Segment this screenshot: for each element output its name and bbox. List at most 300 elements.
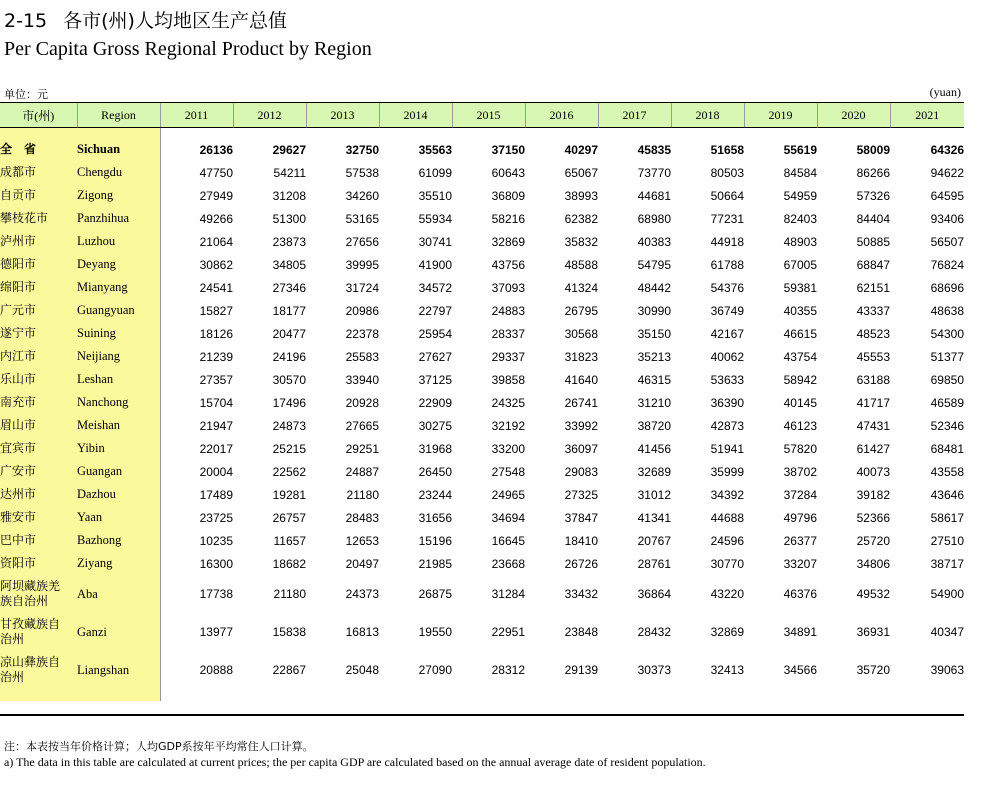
table-row	[0, 161, 964, 184]
value-cell: 26741	[564, 395, 598, 410]
value-cell: 35150	[637, 326, 671, 341]
table-row	[0, 552, 964, 575]
value-cell: 18410	[564, 533, 598, 548]
value-cell: 54300	[930, 326, 964, 341]
value-cell: 65067	[564, 165, 598, 180]
value-cell: 55934	[418, 211, 452, 226]
table-row	[0, 207, 964, 230]
value-cell: 36390	[710, 395, 744, 410]
value-cell: 48442	[637, 280, 671, 295]
region-name-en: Ziyang	[77, 552, 160, 575]
value-cell: 57326	[856, 188, 890, 203]
region-name-cn: 广元市	[0, 299, 77, 322]
value-cell: 62382	[564, 211, 598, 226]
region-name-en: Luzhou	[77, 230, 160, 253]
value-cell: 58617	[930, 510, 964, 525]
value-cell: 46589	[930, 395, 964, 410]
value-cell: 67005	[783, 257, 817, 272]
table-row	[0, 529, 964, 552]
value-cell: 28483	[345, 510, 379, 525]
value-cell: 27510	[930, 533, 964, 548]
region-name-cn: 达州市	[0, 483, 77, 506]
value-cell: 61427	[856, 441, 890, 456]
table-row	[0, 483, 964, 506]
value-cell: 59381	[783, 280, 817, 295]
region-name-en: Mianyang	[77, 276, 160, 299]
value-cell: 27346	[272, 280, 306, 295]
value-cell: 42167	[710, 326, 744, 341]
value-cell: 24887	[345, 464, 379, 479]
value-cell: 33200	[491, 441, 525, 456]
region-name-cn: 资阳市	[0, 552, 77, 575]
value-cell: 58216	[491, 211, 525, 226]
value-cell: 41640	[564, 372, 598, 387]
value-cell: 10235	[199, 533, 233, 548]
value-cell: 38717	[930, 556, 964, 571]
value-cell: 24541	[199, 280, 233, 295]
value-cell: 37847	[564, 510, 598, 525]
value-cell: 31284	[491, 587, 525, 601]
value-cell: 29337	[491, 349, 525, 364]
value-cell: 48523	[856, 326, 890, 341]
value-cell: 24373	[345, 587, 379, 601]
value-cell: 54900	[930, 587, 964, 601]
spacer-row	[0, 128, 964, 139]
value-cell: 26726	[564, 556, 598, 571]
value-cell: 18177	[272, 303, 306, 318]
value-cell: 18126	[199, 326, 233, 341]
value-cell: 39063	[930, 663, 964, 677]
header-year: 2014	[379, 103, 452, 128]
title-cn-text: 各市(州)人均地区生产总值	[63, 10, 287, 32]
value-cell: 63188	[856, 372, 890, 387]
value-cell: 30770	[710, 556, 744, 571]
value-cell: 30373	[637, 663, 671, 677]
value-cell: 34572	[418, 280, 452, 295]
value-cell: 48903	[783, 234, 817, 249]
value-cell: 24965	[491, 487, 525, 502]
footnote-cn: 注：本表按当年价格计算；人均GDP系按年平均常住人口计算。	[4, 740, 314, 753]
value-cell: 43220	[710, 587, 744, 601]
value-cell: 68847	[856, 257, 890, 272]
value-cell: 22867	[272, 663, 306, 677]
spacer-cell	[0, 689, 77, 701]
value-cell: 27325	[564, 487, 598, 502]
value-cell: 84404	[856, 211, 890, 226]
spacer-cell	[160, 689, 964, 701]
value-cell: 48588	[564, 257, 598, 272]
value-cell: 33432	[564, 587, 598, 601]
value-cell: 35563	[418, 142, 452, 157]
value-cell: 61788	[710, 257, 744, 272]
value-cell: 84584	[783, 165, 817, 180]
value-cell: 46315	[637, 372, 671, 387]
value-cell: 30568	[564, 326, 598, 341]
value-cell: 35999	[710, 464, 744, 479]
value-cell: 23873	[272, 234, 306, 249]
value-cell: 24196	[272, 349, 306, 364]
value-cell: 50885	[856, 234, 890, 249]
value-cell: 29627	[272, 142, 306, 157]
value-cell: 80503	[710, 165, 744, 180]
value-cell: 20986	[345, 303, 379, 318]
value-cell: 49266	[199, 211, 233, 226]
value-cell: 35720	[856, 663, 890, 677]
header-city-cn: 市(州)	[0, 103, 77, 128]
value-cell: 39995	[345, 257, 379, 272]
value-cell: 69850	[930, 372, 964, 387]
value-cell: 37125	[418, 372, 452, 387]
value-cell: 54211	[273, 165, 306, 180]
value-cell: 62151	[856, 280, 890, 295]
value-cell: 30275	[418, 418, 452, 433]
region-name-en: Guangan	[77, 460, 160, 483]
value-cell: 23725	[199, 510, 233, 525]
value-cell: 46376	[783, 587, 817, 601]
region-name-cn: 遂宁市	[0, 322, 77, 345]
value-cell: 82403	[783, 211, 817, 226]
table-row	[0, 437, 964, 460]
value-cell: 34260	[345, 188, 379, 203]
value-cell: 86266	[856, 165, 890, 180]
region-name-en: Deyang	[77, 253, 160, 276]
value-cell: 25583	[345, 349, 379, 364]
value-cell: 27627	[418, 349, 452, 364]
table-row	[0, 575, 964, 613]
value-cell: 55619	[783, 142, 817, 157]
value-cell: 57538	[345, 165, 379, 180]
value-cell: 24325	[491, 395, 525, 410]
value-cell: 76824	[930, 257, 964, 272]
value-cell: 73770	[637, 165, 671, 180]
value-cell: 31012	[637, 487, 671, 502]
value-cell: 16813	[345, 625, 379, 639]
region-name-en: Yibin	[77, 437, 160, 460]
value-cell: 28432	[637, 625, 671, 639]
value-cell: 21947	[199, 418, 233, 433]
page-title-en: Per Capita Gross Regional Product by Region	[4, 38, 372, 60]
value-cell: 41456	[637, 441, 671, 456]
value-cell: 21064	[199, 234, 233, 249]
value-cell: 68696	[930, 280, 964, 295]
value-cell: 54376	[710, 280, 744, 295]
value-cell: 38993	[564, 188, 598, 203]
value-cell: 45553	[856, 349, 890, 364]
value-cell: 30862	[199, 257, 233, 272]
value-cell: 29251	[345, 441, 379, 456]
table-row	[0, 322, 964, 345]
value-cell: 46615	[783, 326, 817, 341]
value-cell: 35213	[637, 349, 671, 364]
value-cell: 47431	[856, 418, 890, 433]
footnote-en: a) The data in this table are calculated at current prices; the per capita GDP are calculated based on the annual average date of resident population.	[4, 755, 706, 769]
value-cell: 40355	[783, 303, 817, 318]
value-cell: 31208	[272, 188, 306, 203]
value-cell: 54795	[637, 257, 671, 272]
value-cell: 40347	[930, 625, 964, 639]
value-cell: 22797	[418, 303, 452, 318]
value-cell: 54959	[783, 188, 817, 203]
table-header-row	[0, 103, 964, 128]
value-cell: 22909	[418, 395, 452, 410]
value-cell: 26757	[272, 510, 306, 525]
value-cell: 37093	[491, 280, 525, 295]
value-cell: 47750	[199, 165, 233, 180]
value-cell: 26795	[564, 303, 598, 318]
value-cell: 53633	[710, 372, 744, 387]
value-cell: 43754	[783, 349, 817, 364]
table-row	[0, 253, 964, 276]
spacer-cell	[77, 128, 160, 139]
region-name-en: Nanchong	[77, 391, 160, 414]
value-cell: 51941	[710, 441, 744, 456]
region-name-cn: 内江市	[0, 345, 77, 368]
value-cell: 31823	[564, 349, 598, 364]
header-year: 2018	[671, 103, 744, 128]
table-row	[0, 184, 964, 207]
value-cell: 93406	[930, 211, 964, 226]
value-cell: 17738	[199, 587, 233, 601]
value-cell: 36931	[856, 625, 890, 639]
bottom-rule	[0, 714, 964, 716]
value-cell: 49532	[856, 587, 890, 601]
region-name-cn: 德阳市	[0, 253, 77, 276]
table-row-total	[0, 138, 964, 161]
unit-label-cn: 单位：元	[4, 88, 48, 101]
value-cell: 43337	[856, 303, 890, 318]
value-cell: 27665	[345, 418, 379, 433]
value-cell: 36097	[564, 441, 598, 456]
value-cell: 23668	[491, 556, 525, 571]
data-table	[0, 102, 964, 701]
region-name-cn: 宜宾市	[0, 437, 77, 460]
value-cell: 21985	[418, 556, 452, 571]
value-cell: 36749	[710, 303, 744, 318]
value-cell: 44681	[637, 188, 671, 203]
header-year: 2011	[160, 103, 233, 128]
value-cell: 26875	[418, 587, 452, 601]
value-cell: 32413	[710, 663, 744, 677]
region-name-en: Aba	[77, 575, 160, 613]
table-row	[0, 460, 964, 483]
value-cell: 26450	[418, 464, 452, 479]
header-year: 2012	[233, 103, 306, 128]
region-name-cn: 巴中市	[0, 529, 77, 552]
value-cell: 12653	[345, 533, 379, 548]
value-cell: 19281	[272, 487, 306, 502]
value-cell: 34392	[710, 487, 744, 502]
value-cell: 28312	[491, 663, 525, 677]
value-cell: 36864	[637, 587, 671, 601]
value-cell: 17489	[199, 487, 233, 502]
table-row	[0, 613, 964, 651]
value-cell: 41717	[856, 395, 890, 410]
value-cell: 19550	[418, 625, 452, 639]
value-cell: 28337	[491, 326, 525, 341]
header-year: 2017	[598, 103, 671, 128]
value-cell: 32869	[710, 625, 744, 639]
value-cell: 60643	[491, 165, 525, 180]
region-name-cn: 甘孜藏族自治州	[0, 613, 77, 651]
value-cell: 94622	[930, 165, 964, 180]
region-name-cn: 绵阳市	[0, 276, 77, 299]
value-cell: 22017	[199, 441, 233, 456]
table-row	[0, 651, 964, 689]
region-name-en: Ganzi	[77, 613, 160, 651]
value-cell: 51300	[272, 211, 306, 226]
value-cell: 35832	[564, 234, 598, 249]
value-cell: 26377	[783, 533, 817, 548]
header-year: 2021	[890, 103, 964, 128]
spacer-cell	[160, 128, 964, 139]
region-name-cn: 成都市	[0, 161, 77, 184]
value-cell: 31210	[637, 395, 671, 410]
region-name-cn: 全 省	[0, 138, 77, 161]
region-name-en: Yaan	[77, 506, 160, 529]
table-row	[0, 345, 964, 368]
table-row	[0, 506, 964, 529]
region-name-cn: 南充市	[0, 391, 77, 414]
table-number: 2-15	[4, 10, 48, 32]
value-cell: 27357	[199, 372, 233, 387]
value-cell: 41324	[564, 280, 598, 295]
value-cell: 23244	[418, 487, 452, 502]
value-cell: 34806	[856, 556, 890, 571]
value-cell: 22951	[491, 625, 525, 639]
region-name-en: Leshan	[77, 368, 160, 391]
region-name-en: Sichuan	[77, 138, 160, 161]
value-cell: 20477	[272, 326, 306, 341]
value-cell: 58009	[856, 142, 890, 157]
spacer-row	[0, 689, 964, 701]
value-cell: 58942	[783, 372, 817, 387]
region-name-cn: 自贡市	[0, 184, 77, 207]
value-cell: 43558	[930, 464, 964, 479]
spacer-cell	[77, 689, 160, 701]
value-cell: 64326	[930, 142, 964, 157]
region-name-cn: 乐山市	[0, 368, 77, 391]
value-cell: 53165	[345, 211, 379, 226]
page-title-cn	[4, 6, 287, 33]
value-cell: 21180	[273, 587, 306, 601]
region-name-cn: 攀枝花市	[0, 207, 77, 230]
value-cell: 48638	[930, 303, 964, 318]
value-cell: 11657	[273, 533, 306, 548]
region-name-en: Panzhihua	[77, 207, 160, 230]
value-cell: 35510	[418, 188, 452, 203]
value-cell: 25048	[345, 663, 379, 677]
value-cell: 29083	[564, 464, 598, 479]
value-cell: 15196	[418, 533, 452, 548]
region-name-en: Suining	[77, 322, 160, 345]
region-name-en: Chengdu	[77, 161, 160, 184]
value-cell: 68980	[637, 211, 671, 226]
header-year: 2016	[525, 103, 598, 128]
value-cell: 18682	[272, 556, 306, 571]
value-cell: 37284	[783, 487, 817, 502]
value-cell: 16645	[491, 533, 525, 548]
value-cell: 36809	[491, 188, 525, 203]
value-cell: 33207	[783, 556, 817, 571]
value-cell: 28761	[637, 556, 671, 571]
value-cell: 27090	[418, 663, 452, 677]
value-cell: 41341	[637, 510, 671, 525]
value-cell: 25720	[856, 533, 890, 548]
value-cell: 33940	[345, 372, 379, 387]
value-cell: 39858	[491, 372, 525, 387]
value-cell: 50664	[710, 188, 744, 203]
value-cell: 34694	[491, 510, 525, 525]
region-name-en: Neijiang	[77, 345, 160, 368]
value-cell: 31968	[418, 441, 452, 456]
value-cell: 21239	[199, 349, 233, 364]
value-cell: 24873	[272, 418, 306, 433]
value-cell: 26136	[199, 142, 233, 157]
value-cell: 24596	[710, 533, 744, 548]
table-row	[0, 368, 964, 391]
region-name-en: Dazhou	[77, 483, 160, 506]
value-cell: 21180	[346, 487, 379, 502]
value-cell: 41900	[418, 257, 452, 272]
region-name-en: Meishan	[77, 414, 160, 437]
value-cell: 40383	[637, 234, 671, 249]
value-cell: 40297	[564, 142, 598, 157]
region-name-cn: 广安市	[0, 460, 77, 483]
value-cell: 44688	[710, 510, 744, 525]
region-name-en: Liangshan	[77, 651, 160, 689]
table-row	[0, 391, 964, 414]
value-cell: 20767	[637, 533, 671, 548]
value-cell: 34805	[272, 257, 306, 272]
value-cell: 43646	[930, 487, 964, 502]
table-row	[0, 414, 964, 437]
spacer-cell	[0, 128, 77, 139]
value-cell: 45835	[637, 142, 671, 157]
unit-label-en: (yuan)	[929, 85, 961, 99]
value-cell: 37150	[491, 142, 525, 157]
value-cell: 32689	[637, 464, 671, 479]
header-year: 2020	[817, 103, 890, 128]
value-cell: 22378	[345, 326, 379, 341]
value-cell: 27656	[345, 234, 379, 249]
region-name-en: Guangyuan	[77, 299, 160, 322]
value-cell: 34566	[783, 663, 817, 677]
value-cell: 43756	[491, 257, 525, 272]
value-cell: 57820	[783, 441, 817, 456]
value-cell: 46123	[783, 418, 817, 433]
value-cell: 40145	[783, 395, 817, 410]
value-cell: 64595	[930, 188, 964, 203]
region-name-cn: 雅安市	[0, 506, 77, 529]
header-year: 2015	[452, 103, 525, 128]
table-row	[0, 230, 964, 253]
value-cell: 20497	[345, 556, 379, 571]
value-cell: 31724	[345, 280, 379, 295]
header-year: 2019	[744, 103, 817, 128]
value-cell: 30741	[418, 234, 452, 249]
header-year: 2013	[306, 103, 379, 128]
value-cell: 34891	[783, 625, 817, 639]
value-cell: 20928	[345, 395, 379, 410]
table-row	[0, 276, 964, 299]
value-cell: 33992	[564, 418, 598, 433]
value-cell: 15838	[272, 625, 306, 639]
region-name-cn: 阿坝藏族羌族自治州	[0, 575, 77, 613]
value-cell: 32869	[491, 234, 525, 249]
region-name-cn: 眉山市	[0, 414, 77, 437]
value-cell: 42873	[710, 418, 744, 433]
value-cell: 25954	[418, 326, 452, 341]
